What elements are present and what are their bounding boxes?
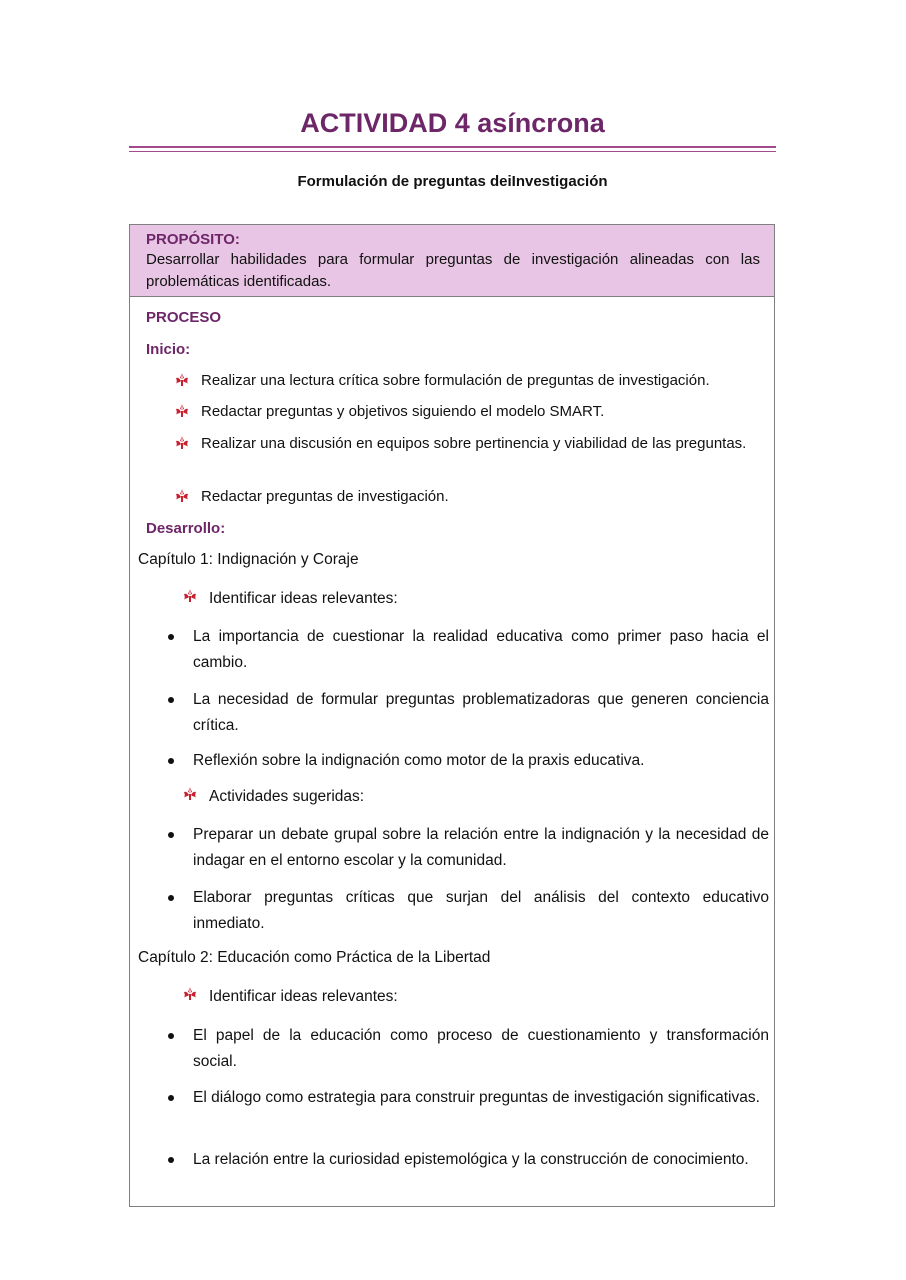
- capitulo-2-ideas-label: Identificar ideas relevantes:: [209, 988, 398, 1005]
- proposito-label: PROPÓSITO:: [146, 231, 240, 248]
- inicio-heading: Inicio:: [146, 341, 191, 358]
- inicio-item: Realizar una discusión en equipos sobre pertinencia y viabilidad de las preguntas.: [201, 435, 747, 452]
- title-rule-thin: [129, 151, 776, 152]
- bullet-dot: [168, 832, 174, 838]
- page-title: ACTIVIDAD 4 asíncrona: [300, 108, 605, 138]
- bullet-dot: [168, 697, 174, 703]
- inicio-item: Redactar preguntas y objetivos siguiendo el modelo SMART.: [201, 403, 605, 420]
- idea-item: Reflexión sobre la indignación como motor de la praxis educativa.: [193, 752, 645, 769]
- idea-item: El diálogo como estrategia para construir preguntas de investigación significativas.: [193, 1089, 760, 1106]
- idea-item: La necesidad de formular preguntas problematizadoras que generen conciencia crítica.: [193, 691, 769, 734]
- desarrollo-heading: Desarrollo:: [146, 520, 226, 537]
- actividad-item: Preparar un debate grupal sobre la relación entre la indignación y la necesidad de indagar en el entorno escolar y la comunidad.: [193, 826, 769, 869]
- bullet-dot: [168, 895, 174, 901]
- bullet-dot: [168, 1095, 174, 1101]
- capitulo-1-ideas-label: Identificar ideas relevantes:: [209, 590, 398, 607]
- capitulo-1-title: Capítulo 1: Indignación y Coraje: [138, 551, 359, 568]
- page-subtitle: Formulación de preguntas deiInvestigación: [297, 173, 608, 190]
- red-fleuron-bullet-icon: [174, 372, 190, 388]
- red-fleuron-bullet-icon: [174, 435, 190, 451]
- title-rule-thick: [129, 146, 776, 148]
- idea-item: El papel de la educación como proceso de cuestionamiento y transformación social.: [193, 1027, 769, 1070]
- bullet-dot: [168, 1157, 174, 1163]
- proposito-section: [130, 225, 774, 297]
- red-fleuron-bullet-icon: [182, 786, 198, 802]
- bullet-dot: [168, 758, 174, 764]
- red-fleuron-bullet-icon: [182, 986, 198, 1002]
- inicio-item: Realizar una lectura crítica sobre formulación de preguntas de investigación.: [201, 372, 710, 389]
- activity-box: [129, 224, 775, 1207]
- idea-item: La importancia de cuestionar la realidad educativa como primer paso hacia el cambio.: [193, 628, 769, 671]
- red-fleuron-bullet-icon: [182, 588, 198, 604]
- actividad-item: Elaborar preguntas críticas que surjan del análisis del contexto educativo inmediato.: [193, 889, 769, 932]
- idea-item: La relación entre la curiosidad epistemológica y la construcción de conocimiento.: [193, 1151, 749, 1168]
- proposito-text: Desarrollar habilidades para formular preguntas de investigación alineadas con las problemáticas identificadas.: [146, 251, 760, 290]
- proceso-heading: PROCESO: [146, 309, 222, 326]
- capitulo-1-actividades-label: Actividades sugeridas:: [209, 788, 365, 805]
- inicio-item: Redactar preguntas de investigación.: [201, 488, 449, 505]
- bullet-dot: [168, 1033, 174, 1039]
- red-fleuron-bullet-icon: [174, 488, 190, 504]
- capitulo-2-title: Capítulo 2: Educación como Práctica de la Libertad: [138, 949, 491, 966]
- red-fleuron-bullet-icon: [174, 403, 190, 419]
- bullet-dot: [168, 634, 174, 640]
